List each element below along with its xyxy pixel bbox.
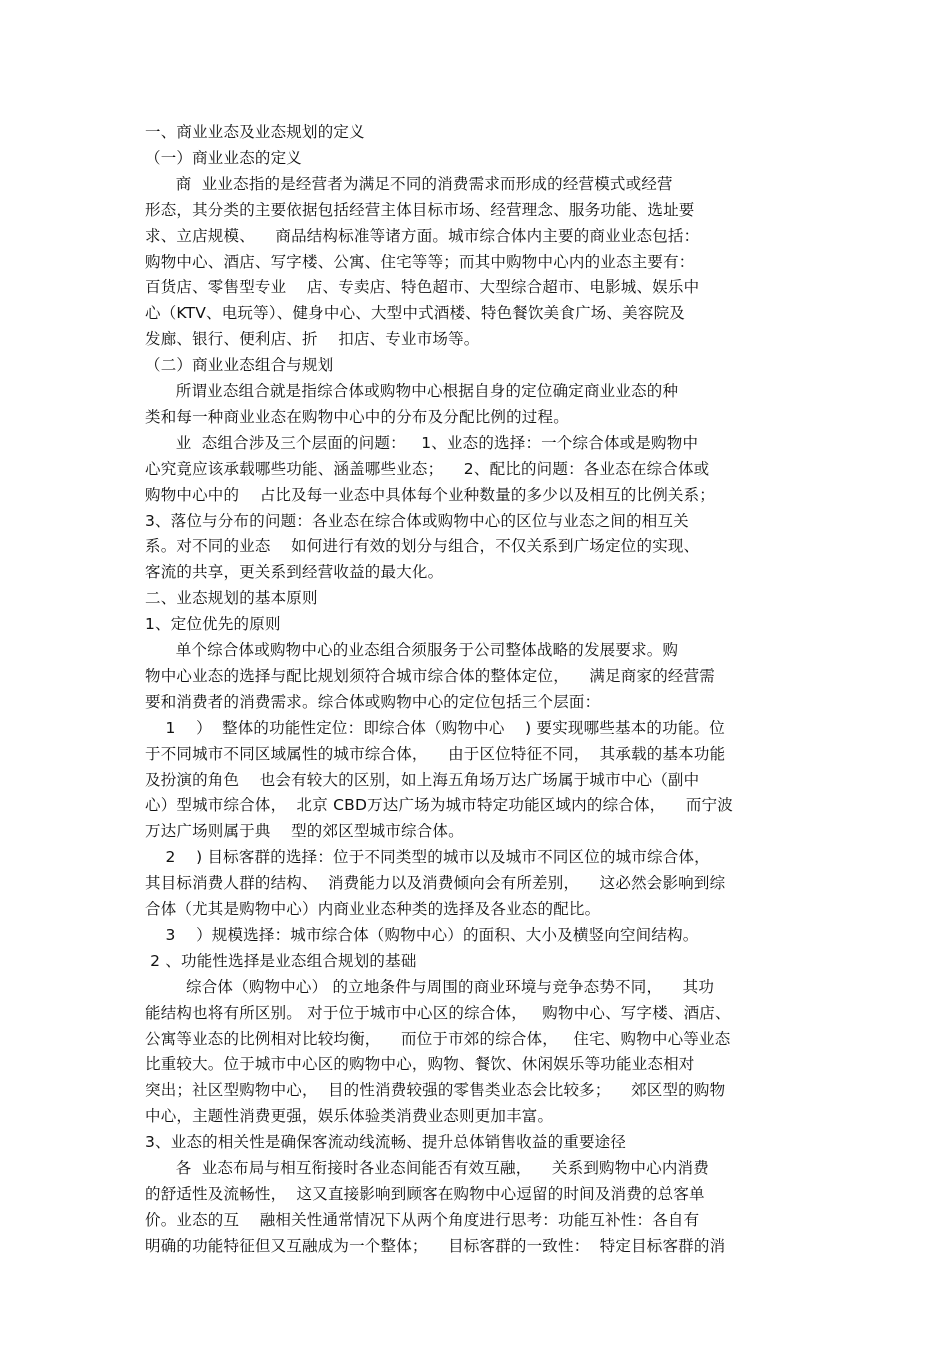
text-line: 商 业业态指的是经营者为满足不同的消费需求而形成的经营模式或经营 [145,174,673,193]
text-line: 能结构也将有所区别。 对于位于城市中心区的综合体， 购物中心、写字楼、酒店、 [145,1003,731,1022]
text-line: 综合体（购物中心） 的立地条件与周围的商业环境与竞争态势不同， 其功 [145,977,715,996]
text-line: 百货店、零售型专业 店、专卖店、特色超市、大型综合超市、电影城、娱乐中 [145,278,700,297]
text-line: 客流的共享，更关系到经营收益的最大化。 [145,563,444,582]
text-line: 所谓业态组合就是指综合体或购物中心根据自身的定位确定商业业态的种 [145,382,679,400]
text-line: 合体（尤其是购物中心）内商业业态种类的选择及各业态的配比。 [145,900,601,918]
text-line: 2 、功能性选择是业态组合规划的基础 [145,951,417,970]
text-line: 心究竟应该承载哪些功能、涵盖哪些业态； 2、配比的问题：各业态在综合体或 [145,459,710,478]
text-line: 3、业态的相关性是确保客流动线流畅、提升总体销售收益的重要途径 [145,1133,627,1152]
text-line: 类和每一种商业业态在购物中心中的分布及分配比例的过程。 [145,407,569,426]
text-line: 比重较大。位于城市中心区的购物中心，购物、餐饮、休闲娱乐等功能业态相对 [145,1055,695,1074]
text-line: 2 ) 目标客群的选择：位于不同类型的城市以及城市不同区位的城市综合体， [145,848,710,867]
text-line: 3 ）规模选择：城市综合体（购物中心）的面积、大小及横竖向空间结构。 [145,925,699,944]
text-line: 购物中心中的 占比及每一业态中具体每个业种数量的多少以及相互的比例关系； [145,485,716,504]
text-line: 的舒适性及流畅性， 这又直接影响到顾客在购物中心逗留的时间及消费的总客单 [145,1184,705,1203]
text-line: 1 ） 整体的功能性定位：即综合体（购物中心 ) 要实现哪些基本的功能。位 [145,718,725,737]
text-line: 心）型城市综合体， 北京 CBD万达广场为城市特定功能区域内的综合体， 而宁波 [145,796,733,815]
text-line: 形态，其分类的主要依据包括经营主体目标市场、经营理念、服务功能、选址要 [145,200,695,219]
text-line: 3、落位与分布的问题：各业态在综合体或购物中心的区位与业态之间的相互关 [145,511,689,530]
text-line: 万达广场则属于典 型的郊区型城市综合体。 [145,822,464,841]
text-line: 1、定位优先的原则 [145,615,281,634]
text-line: 价。业态的互 融相关性通常情况下从两个角度进行思考：功能互补性：各自有 [145,1210,700,1229]
text-line: 购物中心、酒店、写字楼、公寓、住宅等等；而其中购物中心内的业态主要有： [145,252,695,271]
text-line: （二）商业业态组合与规划 [145,356,334,375]
text-line: 其目标消费人群的结构、 消费能力以及消费倾向会有所差别， 这必然会影响到综 [145,874,726,893]
text-line: 各 业态布局与相互衔接时各业态间能否有效互融， 关系到购物中心内消费 [145,1159,709,1177]
text-line: 明确的功能特征但又互融成为一个整体； 目标客群的一致性： 特定目标客群的消 [145,1236,726,1255]
text-line: 心（KTV、电玩等）、健身中心、大型中式酒楼、特色餐饮美食广场、美容院及 [145,304,685,323]
text-line: （一）商业业态的定义 [145,148,303,167]
text-line: 公寓等业态的比例相对比较均衡， 而位于市郊的综合体， 住宅、购物中心等业态 [145,1029,731,1048]
text-line: 物中心业态的选择与配比规划须符合城市综合体的整体定位， 满足商家的经营需 [145,666,716,685]
text-line: 业 态组合涉及三个层面的问题： 1、业态的选择：一个综合体或是购物中 [145,433,699,452]
text-line: 突出；社区型购物中心， 目的性消费较强的零售类业态会比较多； 郊区型的购物 [145,1081,726,1100]
text-line: 于不同城市不同区域属性的城市综合体， 由于区位特征不同， 其承载的基本功能 [145,744,726,763]
text-line: 求、立店规模、 商品结构标准等诸方面。城市综合体内主要的商业业态包括： [145,226,700,245]
text-line: 要和消费者的消费需求。综合体或购物中心的定位包括三个层面： [145,692,601,711]
text-line: 二、业态规划的基本原则 [145,589,318,608]
text-line: 系。对不同的业态 如何进行有效的划分与组合，不仅关系到广场定位的实现、 [145,537,700,556]
text-line: 及扮演的角色 也会有较大的区别，如上海五角场万达广场属于城市中心（副中 [145,770,700,789]
text-line: 一、商业业态及业态规划的定义 [145,123,365,141]
text-line: 单个综合体或购物中心的业态组合须服务于公司整体战略的发展要求。购 [145,641,679,659]
text-line: 发廊、银行、便利店、折 扣店、专业市场等。 [145,330,480,349]
text-line: 中心，主题性消费更强，娱乐体验类消费业态则更加丰富。 [145,1107,554,1126]
